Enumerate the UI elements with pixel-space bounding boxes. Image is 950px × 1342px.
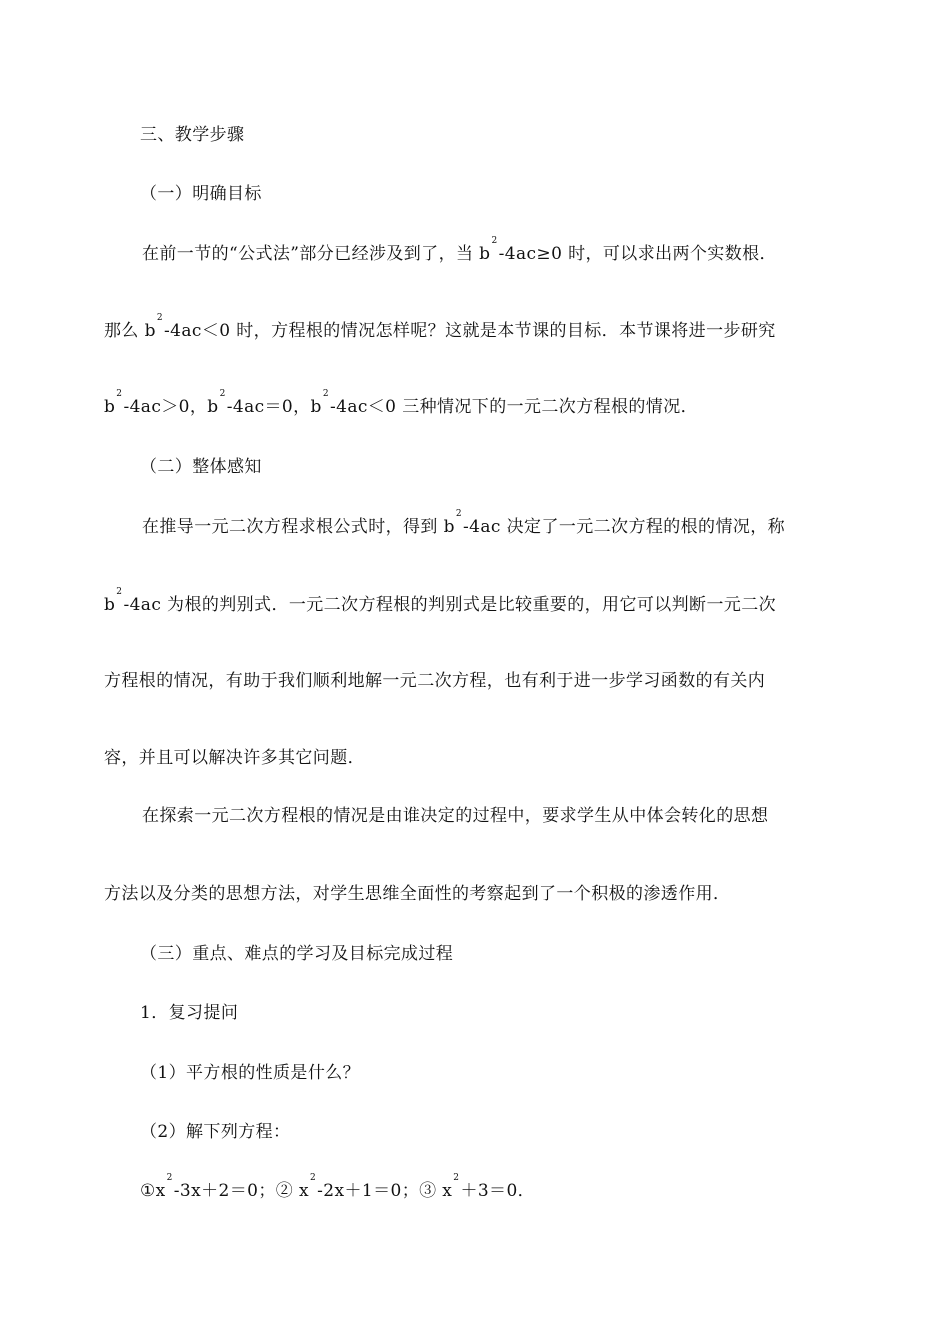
paragraph-exploration-line-2: 方法以及分类的思想方法，对学生思维全面性的考察起到了一个积极的渗透作用．	[104, 884, 731, 904]
equation-1: $①x^2-3x+2=0$；	[140, 1173, 276, 1201]
subsection-clear-goals: （一）明确目标	[140, 184, 262, 204]
paragraph-perception-line-4: 容，并且可以解决许多其它问题．	[104, 748, 365, 768]
question-2: （2）解下列方程：	[140, 1122, 291, 1142]
equation-3: ③ $x^2+3=0$．	[419, 1173, 536, 1201]
paragraph-perception-line-1: 在推导一元二次方程求根公式时，得到 $b^2-4ac$ 决定了一元二次方程的根的情况，称	[142, 509, 786, 537]
equations-line	[140, 1173, 536, 1202]
paragraph-perception-line-2: $b^2-4ac$ 为根的判别式．一元二次方程根的判别式是比较重要的，用它可以判断一元二次	[104, 587, 777, 615]
section-heading-teaching-steps: 三、教学步骤	[140, 125, 245, 145]
subsection-key-points: （三）重点、难点的学习及目标完成过程	[140, 944, 454, 964]
item-review-questions: 1．复习提问	[140, 1003, 239, 1023]
paragraph-exploration-line-1: 在探索一元二次方程根的情况是由谁决定的过程中，要求学生从中体会转化的思想	[142, 806, 769, 826]
paragraph-perception-line-3: 方程根的情况，有助于我们顺利地解一元二次方程，也有利于进一步学习函数的有关内	[104, 671, 766, 691]
question-1: （1）平方根的性质是什么？	[140, 1063, 361, 1083]
paragraph-goals-line-2: 那么 $b^2-4ac<0$ 时，方程根的情况怎样呢？这就是本节课的目标．本节课将进一步研究	[104, 313, 776, 341]
paragraph-goals-line-1: 在前一节的“公式法”部分已经涉及到了，当 $b^2-4ac\ge 0$ 时，可以求出两个实数根．	[142, 236, 777, 264]
paragraph-goals-line-3: $b^2-4ac>0$，$b^2-4ac=0$，$b^2-4ac<0$ 三种情况下的一元二次方程根的情况．	[104, 389, 699, 417]
equation-2: ② $x^2-2x+1=0$；	[275, 1173, 420, 1201]
subsection-overall-perception: （二）整体感知	[140, 457, 262, 477]
